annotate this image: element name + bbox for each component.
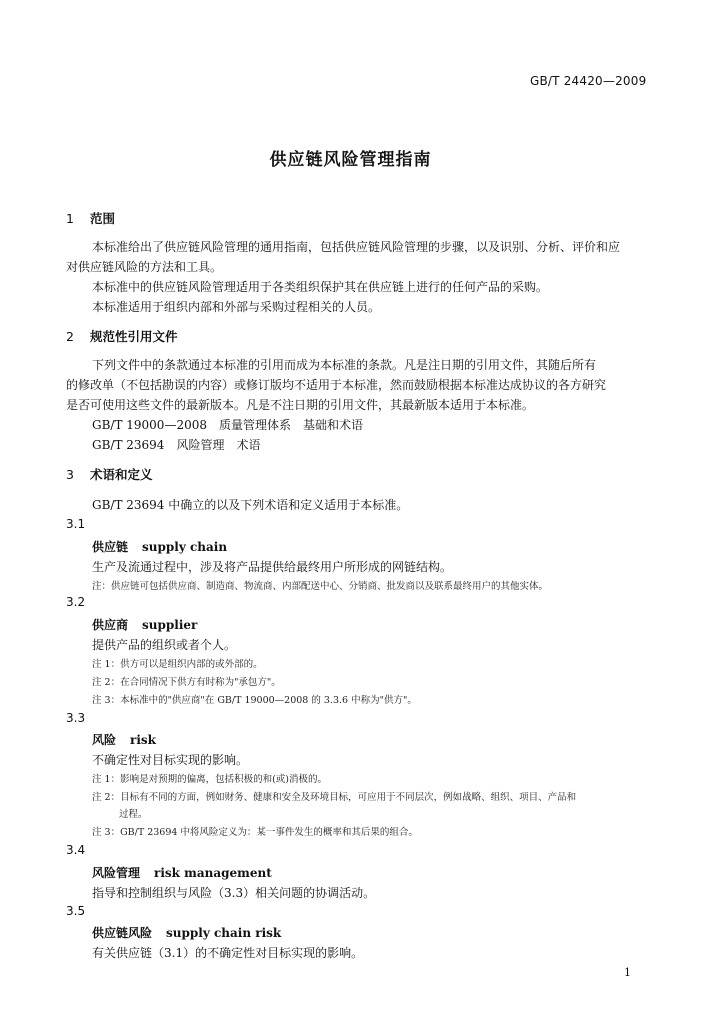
term-note: 注 3：GB/T 23694 中将风险定义为：某一事件发生的概率和其后果的组合。 <box>92 827 418 838</box>
paragraph-line: 本标准给出了供应链风险管理的通用指南，包括供应链风险管理的步骤，以及识别、分析、评价和应 <box>92 240 621 254</box>
term-en: supplier <box>142 618 198 632</box>
section-heading-terms <box>66 465 153 483</box>
paragraph-line: 下列文件中的条款通过本标准的引用而成为本标准的条款。凡是注日期的引用文件，其随后所有 <box>92 358 597 372</box>
term-heading <box>92 616 197 633</box>
reference-item: GB/T 23694 风险管理 术语 <box>92 438 261 452</box>
term-en: risk management <box>154 866 272 880</box>
term-zh: 风险管理 <box>92 866 141 880</box>
term-heading <box>92 731 156 748</box>
clause-number: 3.1 <box>66 517 86 531</box>
section-heading-scope <box>66 209 115 227</box>
clause-number: 3.3 <box>66 711 86 725</box>
term-definition: 提供产品的组织或者个人。 <box>92 638 237 652</box>
page-number: 1 <box>624 966 631 979</box>
term-zh: 供应链风险 <box>92 926 153 940</box>
term-en: risk <box>130 733 156 747</box>
term-zh: 供应链 <box>92 540 129 554</box>
term-note: 注 2：目标有不同的方面，例如财务、健康和安全及环境目标，可应用于不同层次，例如战略、组织、项目、产品和 <box>92 792 577 803</box>
section-title: 术语和定义 <box>90 467 153 482</box>
term-note: 注 1：影响是对预期的偏离，包括积极的和(或)消极的。 <box>92 774 327 785</box>
clause-number: 3.4 <box>66 843 86 857</box>
term-note: 注：供应链可包括供应商、制造商、物流商、内部配送中心、分销商、批发商以及联系最终用户的其他实体。 <box>92 581 549 592</box>
term-heading <box>92 864 272 881</box>
term-note: 注 3：本标准中的"供应商"在 GB/T 19000—2008 的 3.3.6 中称为"供方"。 <box>92 695 417 706</box>
section-title: 范围 <box>90 211 116 226</box>
term-definition: 有关供应链（3.1）的不确定性对目标实现的影响。 <box>92 946 364 960</box>
page-title: 供应链风险管理指南 <box>269 150 432 170</box>
term-zh: 供应商 <box>92 618 129 632</box>
reference-item: GB/T 19000—2008 质量管理体系 基础和术语 <box>92 418 363 432</box>
section-number: 1 <box>66 211 74 226</box>
standard-number-header: GB/T 24420—2009 <box>530 74 647 88</box>
section-number: 2 <box>66 329 74 344</box>
paragraph-line: GB/T 23694 中确立的以及下列术语和定义适用于本标准。 <box>92 498 409 512</box>
term-heading <box>92 924 281 941</box>
term-definition: 不确定性对目标实现的影响。 <box>92 753 249 767</box>
term-definition: 生产及流通过程中，涉及将产品提供给最终用户所形成的网链结构。 <box>92 560 453 574</box>
term-note: 注 2：在合同情况下供方有时称为"承包方"。 <box>92 677 281 688</box>
term-en: supply chain <box>142 540 228 554</box>
term-en: supply chain risk <box>166 926 282 940</box>
paragraph-line: 本标准中的供应链风险管理适用于各类组织保护其在供应链上进行的任何产品的采购。 <box>92 280 549 294</box>
paragraph-line: 是否可使用这些文件的最新版本。凡是不注日期的引用文件，其最新版本适用于本标准。 <box>66 398 535 412</box>
section-number: 3 <box>66 467 74 482</box>
paragraph-line: 对供应链风险的方法和工具。 <box>66 260 223 274</box>
term-note: 过程。 <box>119 809 148 820</box>
paragraph-line: 的修改单（不包括勘误的内容）或修订版均不适用于本标准，然而鼓励根据本标准达成协议的各方研究 <box>66 378 607 392</box>
term-definition: 指导和控制组织与风险（3.3）相关问题的协调活动。 <box>92 886 376 900</box>
term-heading <box>92 538 227 555</box>
clause-number: 3.2 <box>66 595 86 609</box>
term-note: 注 1：供方可以是组织内部的或外部的。 <box>92 659 263 670</box>
term-zh: 风险 <box>92 733 117 747</box>
clause-number: 3.5 <box>66 904 86 918</box>
paragraph-line: 本标准适用于组织内部和外部与采购过程相关的人员。 <box>92 300 381 314</box>
section-title: 规范性引用文件 <box>90 329 178 344</box>
section-heading-normative-references <box>66 327 178 345</box>
